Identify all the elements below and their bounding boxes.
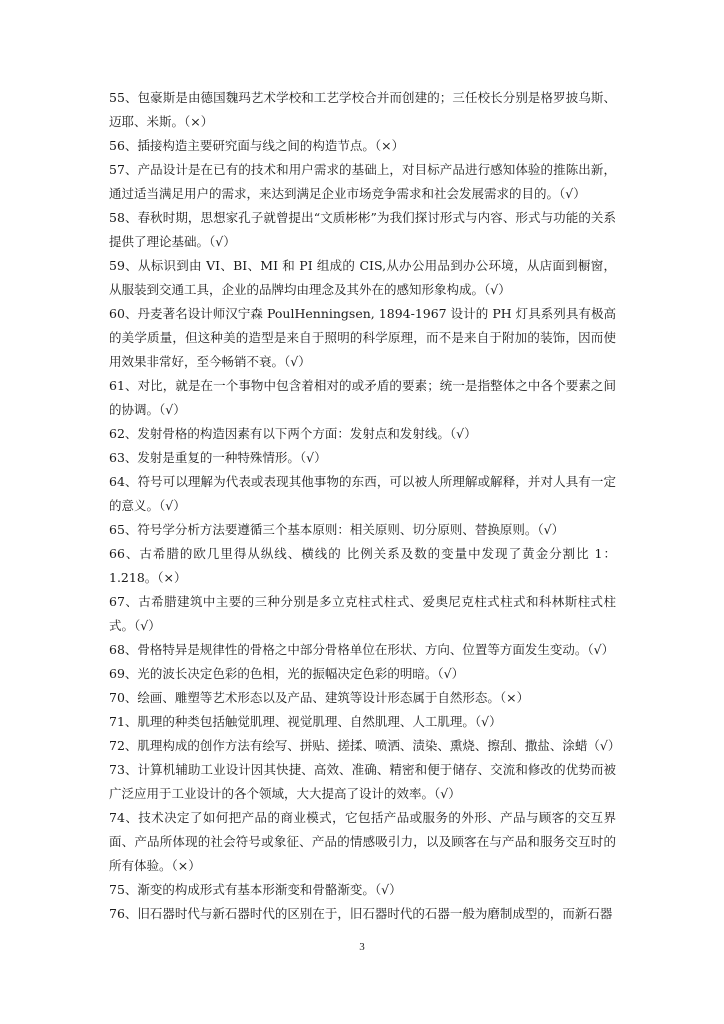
question-item-72: 72、肌理构成的创作方法有绘写、拼贴、搓揉、喷洒、渍染、熏烧、擦刮、撒盐、涂蜡（√）: [109, 738, 621, 753]
question-item-76: 76、旧石器时代与新石器时代的区别在于，旧石器时代的石器一般为磨制成型的，而新石器: [109, 906, 613, 921]
question-item-70: 70、绘画、雕塑等艺术形态以及产品、建筑等设计形态属于自然形态。（×）: [109, 690, 530, 705]
question-item-64: 64、符号可以理解为代表或表现其他事物的东西，可以被人所理解或解释，并对人具有一定的意义。（√）: [109, 474, 616, 513]
question-item-58: 58、春秋时期，思想家孔子就曾提出“文质彬彬”为我们探讨形式与内容、形式与功能的关系提供了理论基础。（√）: [109, 210, 616, 249]
question-item-66: 66、古希腊的欧几里得从纵线、横线的 比例关系及数的变量中发现了黄金分割比 1：1.218。（×）: [109, 546, 616, 585]
question-item-63: 63、发射是重复的一种特殊情形。（√）: [109, 450, 327, 465]
question-item-57: 57、产品设计是在已有的技术和用户需求的基础上，对目标产品进行感知体验的推陈出新，通过适当满足用户的需求，来达到满足企业市场竞争需求和社会发展需求的目的。（√）: [109, 162, 616, 201]
question-item-60: 60、丹麦著名设计师汉宁森 PoulHenningsen, 1894-1967 设计的 PH 灯具系列具有极高的美学质量，但这种美的造型是来自于照明的科学原理，而不是来自于附加的装饰，因而使用效果非常好，至今畅销不衰。（√）: [109, 306, 616, 369]
question-item-71: 71、肌理的种类包括触觉肌理、视觉肌理、自然肌理、人工肌理。（√）: [109, 714, 502, 729]
question-item-59: 59、从标识到由 VI、BI、MI 和 PI 组成的 CIS,从办公用品到办公环境，从店面到橱窗，从服装到交通工具，企业的品牌均由理念及其外在的感知形象构成。（√）: [109, 258, 616, 297]
document-body: [109, 86, 621, 926]
question-item-62: 62、发射骨格的构造因素有以下两个方面：发射点和发射线。（√）: [109, 426, 477, 441]
question-item-69: 69、光的波长决定色彩的色相，光的振幅决定色彩的明暗。（√）: [109, 666, 465, 681]
question-item-55: 55、包豪斯是由德国魏玛艺术学校和工艺学校合并而创建的；三任校长分别是格罗披乌斯、迈耶、米斯。（×）: [109, 90, 616, 129]
question-item-73: 73、计算机辅助工业设计因其快捷、高效、准确、精密和便于储存、交流和修改的优势而被广泛应用于工业设计的各个领域，大大提高了设计的效率。（√）: [109, 762, 616, 801]
question-item-61: 61、对比，就是在一个事物中包含着相对的或矛盾的要素；统一是指整体之中各个要素之间的协调。（√）: [109, 378, 616, 417]
question-item-74: 74、技术决定了如何把产品的商业模式，它包括产品或服务的外形、产品与顾客的交互界面、产品所体现的社会符号或象征、产品的情感吸引力，以及顾客在与产品和服务交互时的所有体验。（×）: [109, 810, 616, 873]
page-number: 3: [359, 941, 365, 953]
question-item-75: 75、渐变的构成形式有基本形渐变和骨骼渐变。（√）: [109, 882, 402, 897]
question-item-67: 67、古希腊建筑中主要的三种分别是多立克柱式柱式、爱奥尼克柱式柱式和科林斯柱式柱式。（√）: [109, 594, 616, 633]
question-item-68: 68、骨格特异是规律性的骨格之中部分骨格单位在形状、方向、位置等方面发生变动。（√）: [109, 642, 615, 657]
question-item-56: 56、插接构造主要研究面与线之间的构造节点。（×）: [109, 138, 405, 153]
question-item-65: 65、符号学分析方法要遵循三个基本原则：相关原则、切分原则、替换原则。（√）: [109, 522, 565, 537]
